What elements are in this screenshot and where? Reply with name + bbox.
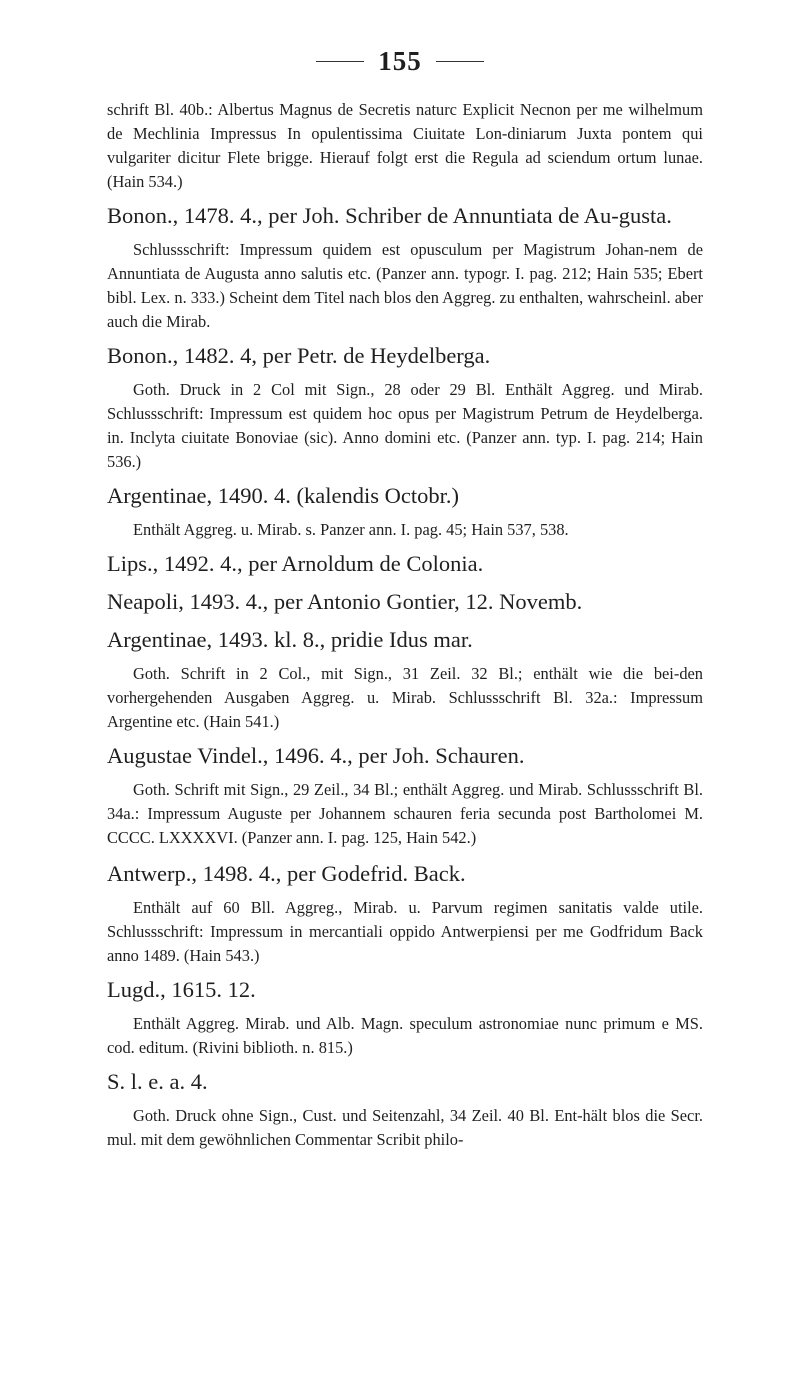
note-text: Goth. Druck in 2 Col mit Sign., 28 oder 29 Bl. Enthält Aggreg. und Mirab. Schlussschrift: Impressum est quidem hoc opus per Magistrum Petrum de Heydelberga. in. Inclyta ciuitate Bonoviae (sic). Anno domini etc. (Panzer ann. typ. I. pag. 214; Hain 536.) <box>107 380 703 471</box>
entry-heading: Bonon., 1478. 4., per Joh. Schriber de Annuntiata de Au-gusta. <box>107 203 672 228</box>
note-text: Enthält Aggreg. Mirab. und Alb. Magn. speculum astronomiae nunc primum e MS. cod. editum. (Rivini biblioth. n. 815.) <box>107 1014 703 1057</box>
note-text: Goth. Schrift mit Sign., 29 Zeil., 34 Bl.; enthält Aggreg. und Mirab. Schlussschrift Bl. 34a.: Impressum Auguste per Johannem schauren feria secunda post Bartholomei M. CCCC. LXXXXVI. (Panzer ann. I. pag. 125, Hain 542.) <box>107 780 703 847</box>
entry-heading: Antwerp., 1498. 4., per Godefrid. Back. <box>107 861 466 886</box>
entry-heading: Bonon., 1482. 4, per Petr. de Heydelberga. <box>107 343 491 368</box>
text-body <box>107 98 703 1152</box>
note-text: schrift Bl. 40b.: Albertus Magnus de Secretis naturc Explicit Necnon per me wilhelmum de Mechlinia Impressus In opulentissima Ciuitate Lon-diniarum Juxta pontem qui vulgariter dicitur Flete brigge. Hierauf folgt erst die Regula ad sciendum ortum lunae. (Hain 534.) <box>107 100 703 191</box>
note-text: Goth. Druck ohne Sign., Cust. und Seitenzahl, 34 Zeil. 40 Bl. Ent-hält blos die Secr. mul. mit dem gewöhnlichen Commentar Scribit philo- <box>107 1106 703 1149</box>
note-text: Goth. Schrift in 2 Col., mit Sign., 31 Zeil. 32 Bl.; enthält wie die bei-den vorhergehenden Ausgaben Aggreg. u. Mirab. Schlussschrift Bl. 32a.: Impressum Argentine etc. (Hain 541.) <box>107 664 703 731</box>
note-text: Schlussschrift: Impressum quidem est opusculum per Magistrum Johan-nem de Annuntiata de Augusta anno salutis etc. (Panzer ann. typogr. I. pag. 212; Hain 535; Ebert bibl. Lex. n. 333.) Scheint dem Titel nach blos den Aggreg. zu enthalten, wahrscheinl. aber auch die Mirab. <box>107 240 703 331</box>
page-number: 155 <box>378 46 422 76</box>
entry-heading: Lugd., 1615. 12. <box>107 977 256 1002</box>
page-header <box>0 46 800 77</box>
note-text: Enthält auf 60 Bll. Aggreg., Mirab. u. Parvum regimen sanitatis valde utile. Schlussschrift: Impressum in mercantiali oppido Antwerpiensi per me Godfridum Back anno 1489. (Hain 543.) <box>107 898 703 965</box>
header-rule-left <box>316 61 364 62</box>
note-text: Enthält Aggreg. u. Mirab. s. Panzer ann. I. pag. 45; Hain 537, 538. <box>133 520 569 539</box>
entry-heading: Augustae Vindel., 1496. 4., per Joh. Schauren. <box>107 743 525 768</box>
header-rule-right <box>436 61 484 62</box>
entry-heading: Argentinae, 1493. kl. 8., pridie Idus mar. <box>107 627 473 652</box>
entry-heading: S. l. e. a. 4. <box>107 1069 208 1094</box>
entry-heading: Argentinae, 1490. 4. (kalendis Octobr.) <box>107 483 460 508</box>
entry-heading: Neapoli, 1493. 4., per Antonio Gontier, 12. Novemb. <box>107 589 583 614</box>
entry-heading: Lips., 1492. 4., per Arnoldum de Colonia. <box>107 551 484 576</box>
